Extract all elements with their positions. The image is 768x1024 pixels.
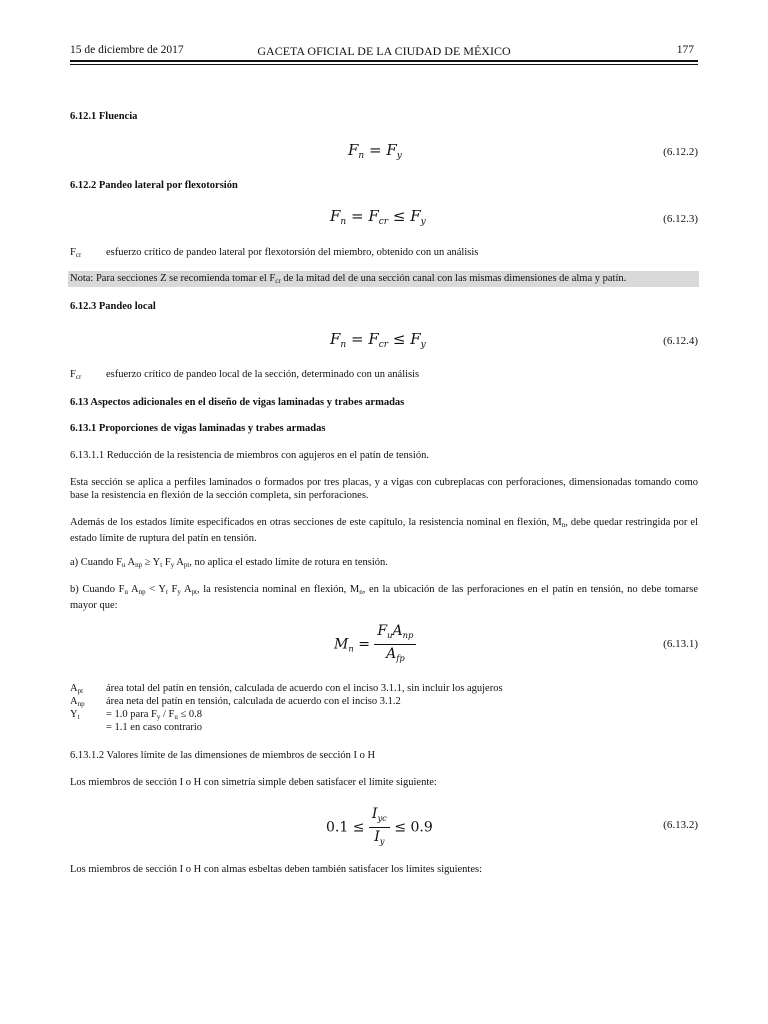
definition-fcr-lateral: esfuerzo crítico de pandeo lateral por flexotorsión del miembro, obtenido con un análisis [106,247,479,258]
note-text-end: de la mitad del de una sección canal con las mismas dimensiones de alma y patín. [280,273,627,284]
definition-fcr-local: esfuerzo crítico de pandeo local de la sección, determinado con un análisis [106,369,420,380]
section-heading-6-13: 6.13 Aspectos adicionales en el diseño de vigas laminadas y trabes armadas [70,397,405,408]
equation-number: (6.12.3) [663,213,698,225]
section-heading-6-12-1: 6.12.1 Fluencia [70,111,138,122]
paragraph-case-b: b) Cuando $F_u$ $A_{np} < Y_t$ $F_y$ $A_{pt}$, la resistencia nominal en flexión, $M_n$, en la ubicación de las perforaciones en el patín en tensión, no debe tomarse mayor que: [70,584,698,611]
equation-number: (6.12.2) [663,146,698,158]
equation-number: (6.12.4) [663,335,698,347]
definition-yt-2: = 1.1 en caso contrario [106,722,203,733]
section-heading-6-12-2: 6.12.2 Pandeo lateral por flexotorsión [70,180,238,191]
paragraph-simple-symmetry: Los miembros de sección I o H con simetría simple deben satisfacer el límite siguiente: [70,777,437,788]
paragraph-limit-states-start: Además de los estados límite especificados en otras secciones de este capítulo, la resistencia nominal en flexión, M [70,517,562,528]
note-box: Nota: Para secciones Z se recomienda tomar el $F_{cr}$ de la mitad del de una sección canal con las mismas dimensiones de alma y patín. [68,271,699,287]
equation-fn-fy: $F_n = F_y$ [348,141,402,162]
equation-mn: $M_n$ = $\frac{F_uA_{np}}{A_{fp}}$ [334,622,416,667]
header-page-number: 177 [676,44,694,56]
section-heading-6-13-1: 6.13.1 Proporciones de vigas laminadas y trabes armadas [70,423,326,434]
definition-yt-1: = 1.0 para $F_y / F_u \le 0.8$ [106,709,202,721]
equation-number: (6.13.2) [663,819,698,831]
symbol-fcr: $F_{cr}$ [70,247,82,259]
header-publication: GACETA OFICIAL DE LA CIUDAD DE MÉXICO [257,44,511,58]
equation-iyc-iy: 0.1 ≤ $\frac{I_{yc}}{I_y}$ ≤ 0.9 [326,806,433,846]
definition-yt-1-start: = 1.0 para F [106,709,157,720]
symbol-anp: $A_{np}$ [70,696,85,708]
header-rule-thin [70,64,698,65]
equation-fn-fcr-fy: $F_n = F_{cr} \le F_y$ [330,207,426,228]
paragraph-limit-states: Además de los estados límite especificados en otras secciones de este capítulo, la resistencia nominal en flexión, $M_n$, debe quedar restringida por el estado límite de ruptura del patín en tensión. [70,517,698,544]
paragraph-6-13-1-1: 6.13.1.1 Reducción de la resistencia de miembros con agujeros en el patín de tensión. [70,450,429,461]
symbol-yt: $Y_t$ [70,709,80,721]
equation-fn-fcr-fy-local: $F_n = F_{cr} \le F_y$ [330,330,426,351]
paragraph-case-b-end: , en la ubicación de las perforaciones en el patín en tensión, no debe tomarse mayor que: [70,584,698,611]
page-header [70,44,698,60]
symbol-apt: $A_{pt}$ [70,683,84,695]
paragraph-case-a: a) Cuando $F_u$ $A_{np} \ge Y_t$ $F_y$ $A_{pt}$, no aplica el estado límite de rotura en tensión. [70,557,388,569]
definition-apt: área total del patín en tensión, calculada de acuerdo con el inciso 3.1.1, sin incluir los agujeros [106,683,503,694]
symbol-fcr: $F_{cr}$ [70,369,82,381]
header-rule-thick [70,60,698,62]
equation-number: (6.13.1) [663,638,698,650]
definition-anp: área neta del patín en tensión, calculada de acuerdo con el inciso 3.1.2 [106,696,401,707]
note-text-start: Nota: Para secciones Z se recomienda tomar el F [70,273,276,284]
paragraph-scope: Esta sección se aplica a perfiles laminados o formados por tres placas, y a vigas con cubreplacas con perforaciones, dimensionadas tomando como base la resistencia en flexión de la sección completa, sin perforaciones. [70,477,698,501]
paragraph-slender-webs: Los miembros de sección I o H con almas esbeltas deben también satisfacer los límites siguientes: [70,864,483,875]
paragraph-case-b-mid: , la resistencia nominal en flexión, M [196,584,360,595]
equation-lower-bound: 0.1 [326,819,349,836]
paragraph-limit-states-end: , debe quedar restringida por el estado límite de ruptura del patín en tensión. [70,517,698,544]
paragraph-case-a-end: , no aplica el estado límite de rotura en tensión. [189,557,388,568]
header-date: 15 de diciembre de 2017 [70,44,184,56]
section-heading-6-12-3: 6.12.3 Pandeo local [70,301,156,312]
paragraph-6-13-1-2: 6.13.1.2 Valores límite de las dimensiones de miembros de sección I o H [70,750,376,761]
equation-upper-bound: 0.9 [410,819,433,836]
